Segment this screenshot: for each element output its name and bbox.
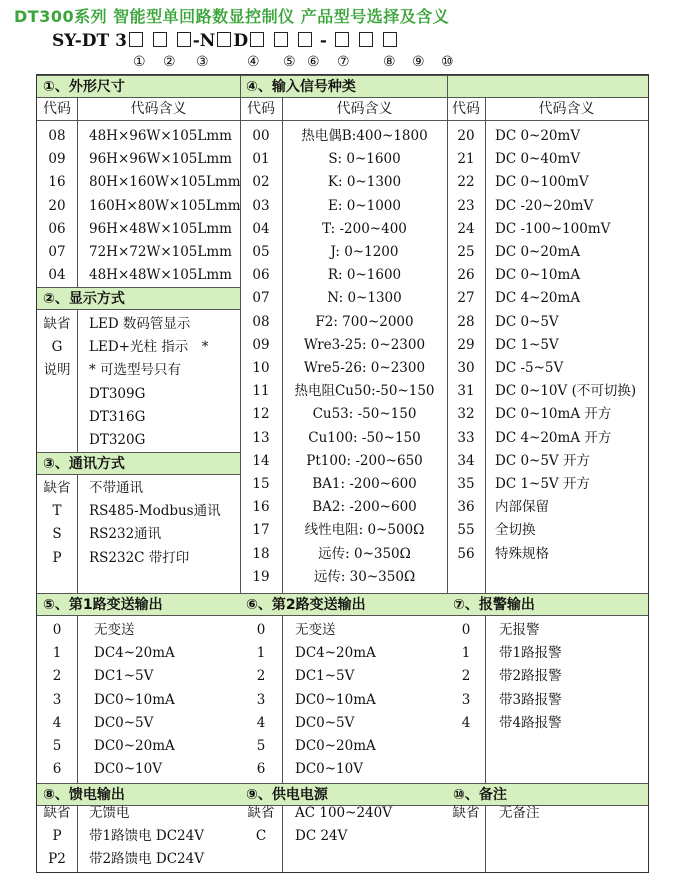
sec1-meaning: 96H×96W×105Lmm <box>89 151 232 168</box>
sec6-code: 4 <box>256 714 266 731</box>
marker-8: ⑧ <box>383 54 396 70</box>
sec4-meaning: R: 0~1600 <box>327 267 402 284</box>
section-header-comm: ③、通讯方式 <box>37 452 240 475</box>
sec1-meaning: 160H×80W×105Lmm <box>89 197 241 214</box>
sec4-code: 10 <box>252 360 270 376</box>
sec4-meaning: Cu53: -50~150 <box>312 406 417 423</box>
sec4-code: 25 <box>457 244 475 260</box>
sec8-code: 缺省 <box>43 805 71 821</box>
sec8-meaning: 带2路馈电 DC24V <box>89 851 204 868</box>
sec6-meaning: DC0~10V <box>295 761 363 778</box>
marker-10: ⑩ <box>441 54 454 70</box>
grid-vline <box>485 806 486 872</box>
sec4-meaning: Cu100: -50~150 <box>308 429 421 446</box>
sec4-meaning: DC -20~20mV <box>495 197 594 214</box>
sec7-code: 4 <box>461 714 471 731</box>
sec8-code: P <box>52 828 62 845</box>
sec4-meaning: DC 0~40mV <box>495 151 581 168</box>
sec1-meaning: 48H×48W×105Lmm <box>89 267 232 284</box>
section-header-feed: ⑧、馈电输出 <box>37 783 240 806</box>
col-code-header: 代码 <box>240 98 282 121</box>
sec3-meaning: RS232C 带打印 <box>89 549 190 566</box>
sec9-code: 缺省 <box>247 805 275 821</box>
sec4-meaning: DC 0~20mA <box>495 244 581 260</box>
sec4-code: 18 <box>252 545 270 562</box>
sec2-meaning: LED 数码管显示 <box>89 316 191 332</box>
grid-vline <box>77 806 78 872</box>
sec4-meaning: DC -100~100mV <box>495 220 611 237</box>
sec4-meaning: 特殊规格 <box>495 545 549 562</box>
sec6-meaning: DC1~5V <box>295 668 355 685</box>
sec4-code: 15 <box>252 476 270 492</box>
sec6-meaning: DC0~10mA <box>295 691 376 708</box>
sec6-meaning: DC4~20mA <box>295 645 376 662</box>
model-sep: - <box>319 31 327 51</box>
sec5-code: 4 <box>52 714 62 731</box>
sec4-meaning: DC 4~20mA <box>495 290 581 307</box>
sec4-meaning: F2: 700~2000 <box>315 313 414 330</box>
sec4-code: 06 <box>252 267 270 284</box>
sec5-code: 5 <box>52 738 62 754</box>
sec7-code: 3 <box>461 691 471 708</box>
sec4-meaning: 热电阻Cu50:-50~150 <box>294 383 435 400</box>
model-code <box>52 31 399 51</box>
sec8-meaning: 无馈电 <box>89 805 130 821</box>
sec5-code: 0 <box>52 622 62 638</box>
sec3-code: S <box>52 526 62 543</box>
sec4-meaning: Wre3-25: 0~2300 <box>303 336 426 353</box>
grid-vline <box>282 616 283 784</box>
sec2-meaning: * 可选型号只有 <box>89 362 182 379</box>
sec4-meaning: 远传: 30~350Ω <box>313 568 416 585</box>
sec5-code: 1 <box>52 645 62 662</box>
sec6-code: 3 <box>256 691 266 708</box>
grid-vline <box>282 806 283 872</box>
model-box-8 <box>335 32 349 47</box>
sec4-meaning: DC 0~100mV <box>495 174 589 191</box>
sec4-meaning: 内部保留 <box>495 499 549 516</box>
sec4-code: 14 <box>252 452 270 469</box>
marker-6: ⑥ <box>307 54 320 70</box>
sec4-code: 32 <box>457 406 475 423</box>
sec4-code: 56 <box>457 545 475 562</box>
sec4-code: 12 <box>252 406 270 423</box>
sec2-code: G <box>51 339 63 356</box>
grid-vline <box>485 98 486 594</box>
sec7-code: 0 <box>461 622 471 638</box>
sec4-meaning: 远传: 0~350Ω <box>318 545 411 562</box>
section-header-output1: ⑤、第1路变送输出 <box>37 593 240 616</box>
section-header-input: ④、输入信号种类 <box>240 75 648 98</box>
sec6-code: 5 <box>256 738 266 754</box>
sec4-meaning: DC 0~5V 开方 <box>495 452 590 469</box>
col-meaning-header: 代码含义 <box>485 98 648 121</box>
model-box-5 <box>250 32 264 47</box>
sec4-meaning: T: -200~400 <box>322 220 407 237</box>
sec5-meaning: DC1~5V <box>94 668 154 685</box>
sec4-code: 03 <box>252 197 270 214</box>
sec4-meaning: DC -5~5V <box>495 360 564 376</box>
grid-vline <box>77 98 78 593</box>
sec2-code: 说明 <box>43 362 71 379</box>
sec4-code: 00 <box>252 128 270 144</box>
sec4-code: 05 <box>252 244 270 260</box>
sec6-code: 6 <box>256 761 266 778</box>
sec4-meaning: BA2: -200~600 <box>312 499 417 516</box>
sec4-meaning: K: 0~1300 <box>327 174 402 191</box>
marker-9: ⑨ <box>412 54 425 70</box>
sec4-meaning: J: 0~1200 <box>330 244 399 260</box>
marker-5: ⑤ <box>283 54 296 70</box>
sec4-meaning: DC 0~10V (不可切换) <box>495 383 637 400</box>
sec4-code: 17 <box>252 522 270 539</box>
sec4-code: 29 <box>457 336 475 353</box>
sec3-meaning: RS232通讯 <box>89 526 162 543</box>
sec4-meaning: BA1: -200~600 <box>312 476 417 492</box>
section-header-display: ②、显示方式 <box>37 287 240 310</box>
model-box-9 <box>359 32 373 47</box>
marker-2: ② <box>163 54 176 70</box>
model-prefix: SY-DT 3 <box>52 31 127 51</box>
sec1-code: 16 <box>48 174 66 191</box>
model-table <box>36 74 649 873</box>
model-box-6 <box>274 32 288 47</box>
model-mid: D <box>233 31 249 51</box>
model-box-7 <box>298 32 312 47</box>
sec4-meaning: S: 0~1600 <box>328 151 401 168</box>
sec4-code: 02 <box>252 174 270 191</box>
sec4-meaning: DC 1~5V <box>495 336 559 353</box>
sec1-meaning: 72H×72W×105Lmm <box>89 244 232 260</box>
page-title: DT300系列 智能型单回路数显控制仪 产品型号选择及含义 <box>14 7 450 26</box>
sec4-meaning: N: 0~1300 <box>327 290 402 307</box>
sec4-code: 28 <box>457 313 475 330</box>
sec4-code: 22 <box>457 174 475 191</box>
model-sep-n: -N <box>192 31 216 51</box>
sec4-code: 01 <box>252 151 270 168</box>
sec4-code: 13 <box>252 429 270 446</box>
sec10-code: 缺省 <box>452 805 480 821</box>
sec4-code: 08 <box>252 313 270 330</box>
sec4-meaning: DC 0~10mA 开方 <box>495 406 612 423</box>
sec4-code: 31 <box>457 383 475 400</box>
sec5-meaning: DC0~5V <box>94 714 154 731</box>
grid-vline <box>485 616 486 784</box>
sec4-code: 55 <box>457 522 475 539</box>
sec1-meaning: 80H×160W×105Lmm <box>89 174 241 191</box>
sec8-code: P2 <box>48 851 66 868</box>
sec5-code: 3 <box>52 691 62 708</box>
sec4-code: 16 <box>252 499 270 516</box>
sec8-meaning: 带1路馈电 DC24V <box>89 828 204 845</box>
sec2-code: 缺省 <box>43 316 71 332</box>
col-code-header: 代码 <box>447 98 485 121</box>
sec6-code: 2 <box>256 668 266 685</box>
sec4-meaning: DC 0~10mA <box>495 267 581 284</box>
sec3-meaning: 不带通讯 <box>89 480 143 496</box>
sec7-meaning: 无报警 <box>499 622 540 638</box>
sec2-meaning: DT316G <box>89 408 146 425</box>
sec4-code: 07 <box>252 290 270 307</box>
sec7-meaning: 带3路报警 <box>499 691 562 708</box>
model-box-3 <box>177 32 191 47</box>
sec7-code: 1 <box>461 645 471 662</box>
sec4-meaning: DC 0~5V <box>495 313 559 330</box>
sec9-code: C <box>255 828 267 845</box>
sec3-code: P <box>52 549 62 566</box>
section-header-alarm: ⑦、报警输出 <box>447 593 648 616</box>
sec3-code: 缺省 <box>43 480 71 496</box>
sec7-meaning: 带4路报警 <box>499 714 562 731</box>
sec4-code: 33 <box>457 429 475 446</box>
sec6-code: 1 <box>256 645 266 662</box>
sec4-meaning: Wre5-26: 0~2300 <box>303 360 426 376</box>
sec4-code: 36 <box>457 499 475 516</box>
sec1-meaning: 48H×96W×105Lmm <box>89 128 232 144</box>
sec4-code: 27 <box>457 290 475 307</box>
sec4-code: 35 <box>457 476 475 492</box>
sec4-code: 34 <box>457 452 475 469</box>
sec4-code: 19 <box>252 568 270 585</box>
sec4-code: 11 <box>252 383 270 400</box>
section-header-remark: ⑩、备注 <box>447 783 648 806</box>
section-header-power: ⑨、供电电源 <box>240 783 447 806</box>
sec6-code: 0 <box>256 622 266 638</box>
sec6-meaning: 无变送 <box>295 622 336 638</box>
sec5-code: 2 <box>52 668 62 685</box>
sec4-code: 23 <box>457 197 475 214</box>
sec4-meaning: 全切换 <box>495 522 536 539</box>
sec1-meaning: 96H×48W×105Lmm <box>89 220 232 237</box>
sec3-meaning: RS485-Modbus通讯 <box>89 503 221 520</box>
sec9-meaning: DC 24V <box>295 828 348 845</box>
sec4-code: 26 <box>457 267 475 284</box>
sec4-meaning: DC 0~20mV <box>495 128 581 144</box>
sec4-meaning: 线性电阻: 0~500Ω <box>304 522 425 539</box>
sec4-code: 20 <box>457 128 475 144</box>
sec5-meaning: DC0~20mA <box>94 738 175 754</box>
sec9-meaning: AC 100~240V <box>295 805 392 821</box>
sec7-meaning: 带2路报警 <box>499 668 562 685</box>
marker-1: ① <box>133 54 146 70</box>
sec2-meaning: LED+光柱 指示 * <box>89 339 209 356</box>
sec2-meaning: DT320G <box>89 432 146 448</box>
sec1-code: 20 <box>48 197 66 214</box>
sec5-code: 6 <box>52 761 62 778</box>
marker-4: ④ <box>247 54 260 70</box>
sec5-meaning: DC0~10mA <box>94 691 175 708</box>
model-box-10 <box>383 32 397 47</box>
sec4-meaning: Pt100: -200~650 <box>306 452 423 469</box>
sec1-code: 04 <box>48 267 66 284</box>
model-box-1 <box>129 32 143 47</box>
sec6-meaning: DC0~20mA <box>295 738 376 754</box>
sec7-code: 2 <box>461 668 471 685</box>
section-header-size: ①、外形尺寸 <box>37 75 240 98</box>
sec4-meaning: E: 0~1000 <box>328 197 401 214</box>
sec4-meaning: DC 1~5V 开方 <box>495 476 590 492</box>
marker-7: ⑦ <box>337 54 350 70</box>
model-box-2 <box>153 32 167 47</box>
grid-vline <box>77 616 78 784</box>
sec4-code: 04 <box>252 220 270 237</box>
sec4-code: 09 <box>252 336 270 353</box>
sec1-code: 06 <box>48 220 66 237</box>
sec4-code: 24 <box>457 220 475 237</box>
sec4-code: 30 <box>457 360 475 376</box>
sec2-meaning: DT309G <box>89 385 146 402</box>
col-meaning-header: 代码含义 <box>282 98 447 121</box>
sec6-meaning: DC0~5V <box>295 714 355 731</box>
sec7-meaning: 带1路报警 <box>499 645 562 662</box>
section-header-output2: ⑥、第2路变送输出 <box>240 593 447 616</box>
sec5-meaning: 无变送 <box>94 622 135 638</box>
sec5-meaning: DC4~20mA <box>94 645 175 662</box>
sec5-meaning: DC0~10V <box>94 761 162 778</box>
sec1-code: 09 <box>48 151 66 168</box>
col-code-header: 代码 <box>37 98 77 121</box>
sec10-meaning: 无备注 <box>499 805 540 821</box>
sec4-meaning: DC 4~20mA 开方 <box>495 429 612 446</box>
model-box-4 <box>217 32 231 47</box>
marker-3: ③ <box>196 54 209 70</box>
col-meaning-header: 代码含义 <box>77 98 240 121</box>
sec4-code: 21 <box>457 151 475 168</box>
sec1-code: 08 <box>48 128 66 144</box>
sec3-code: T <box>52 503 62 520</box>
sec1-code: 07 <box>48 244 66 260</box>
sec4-meaning: 热电偶B:400~1800 <box>301 128 428 144</box>
